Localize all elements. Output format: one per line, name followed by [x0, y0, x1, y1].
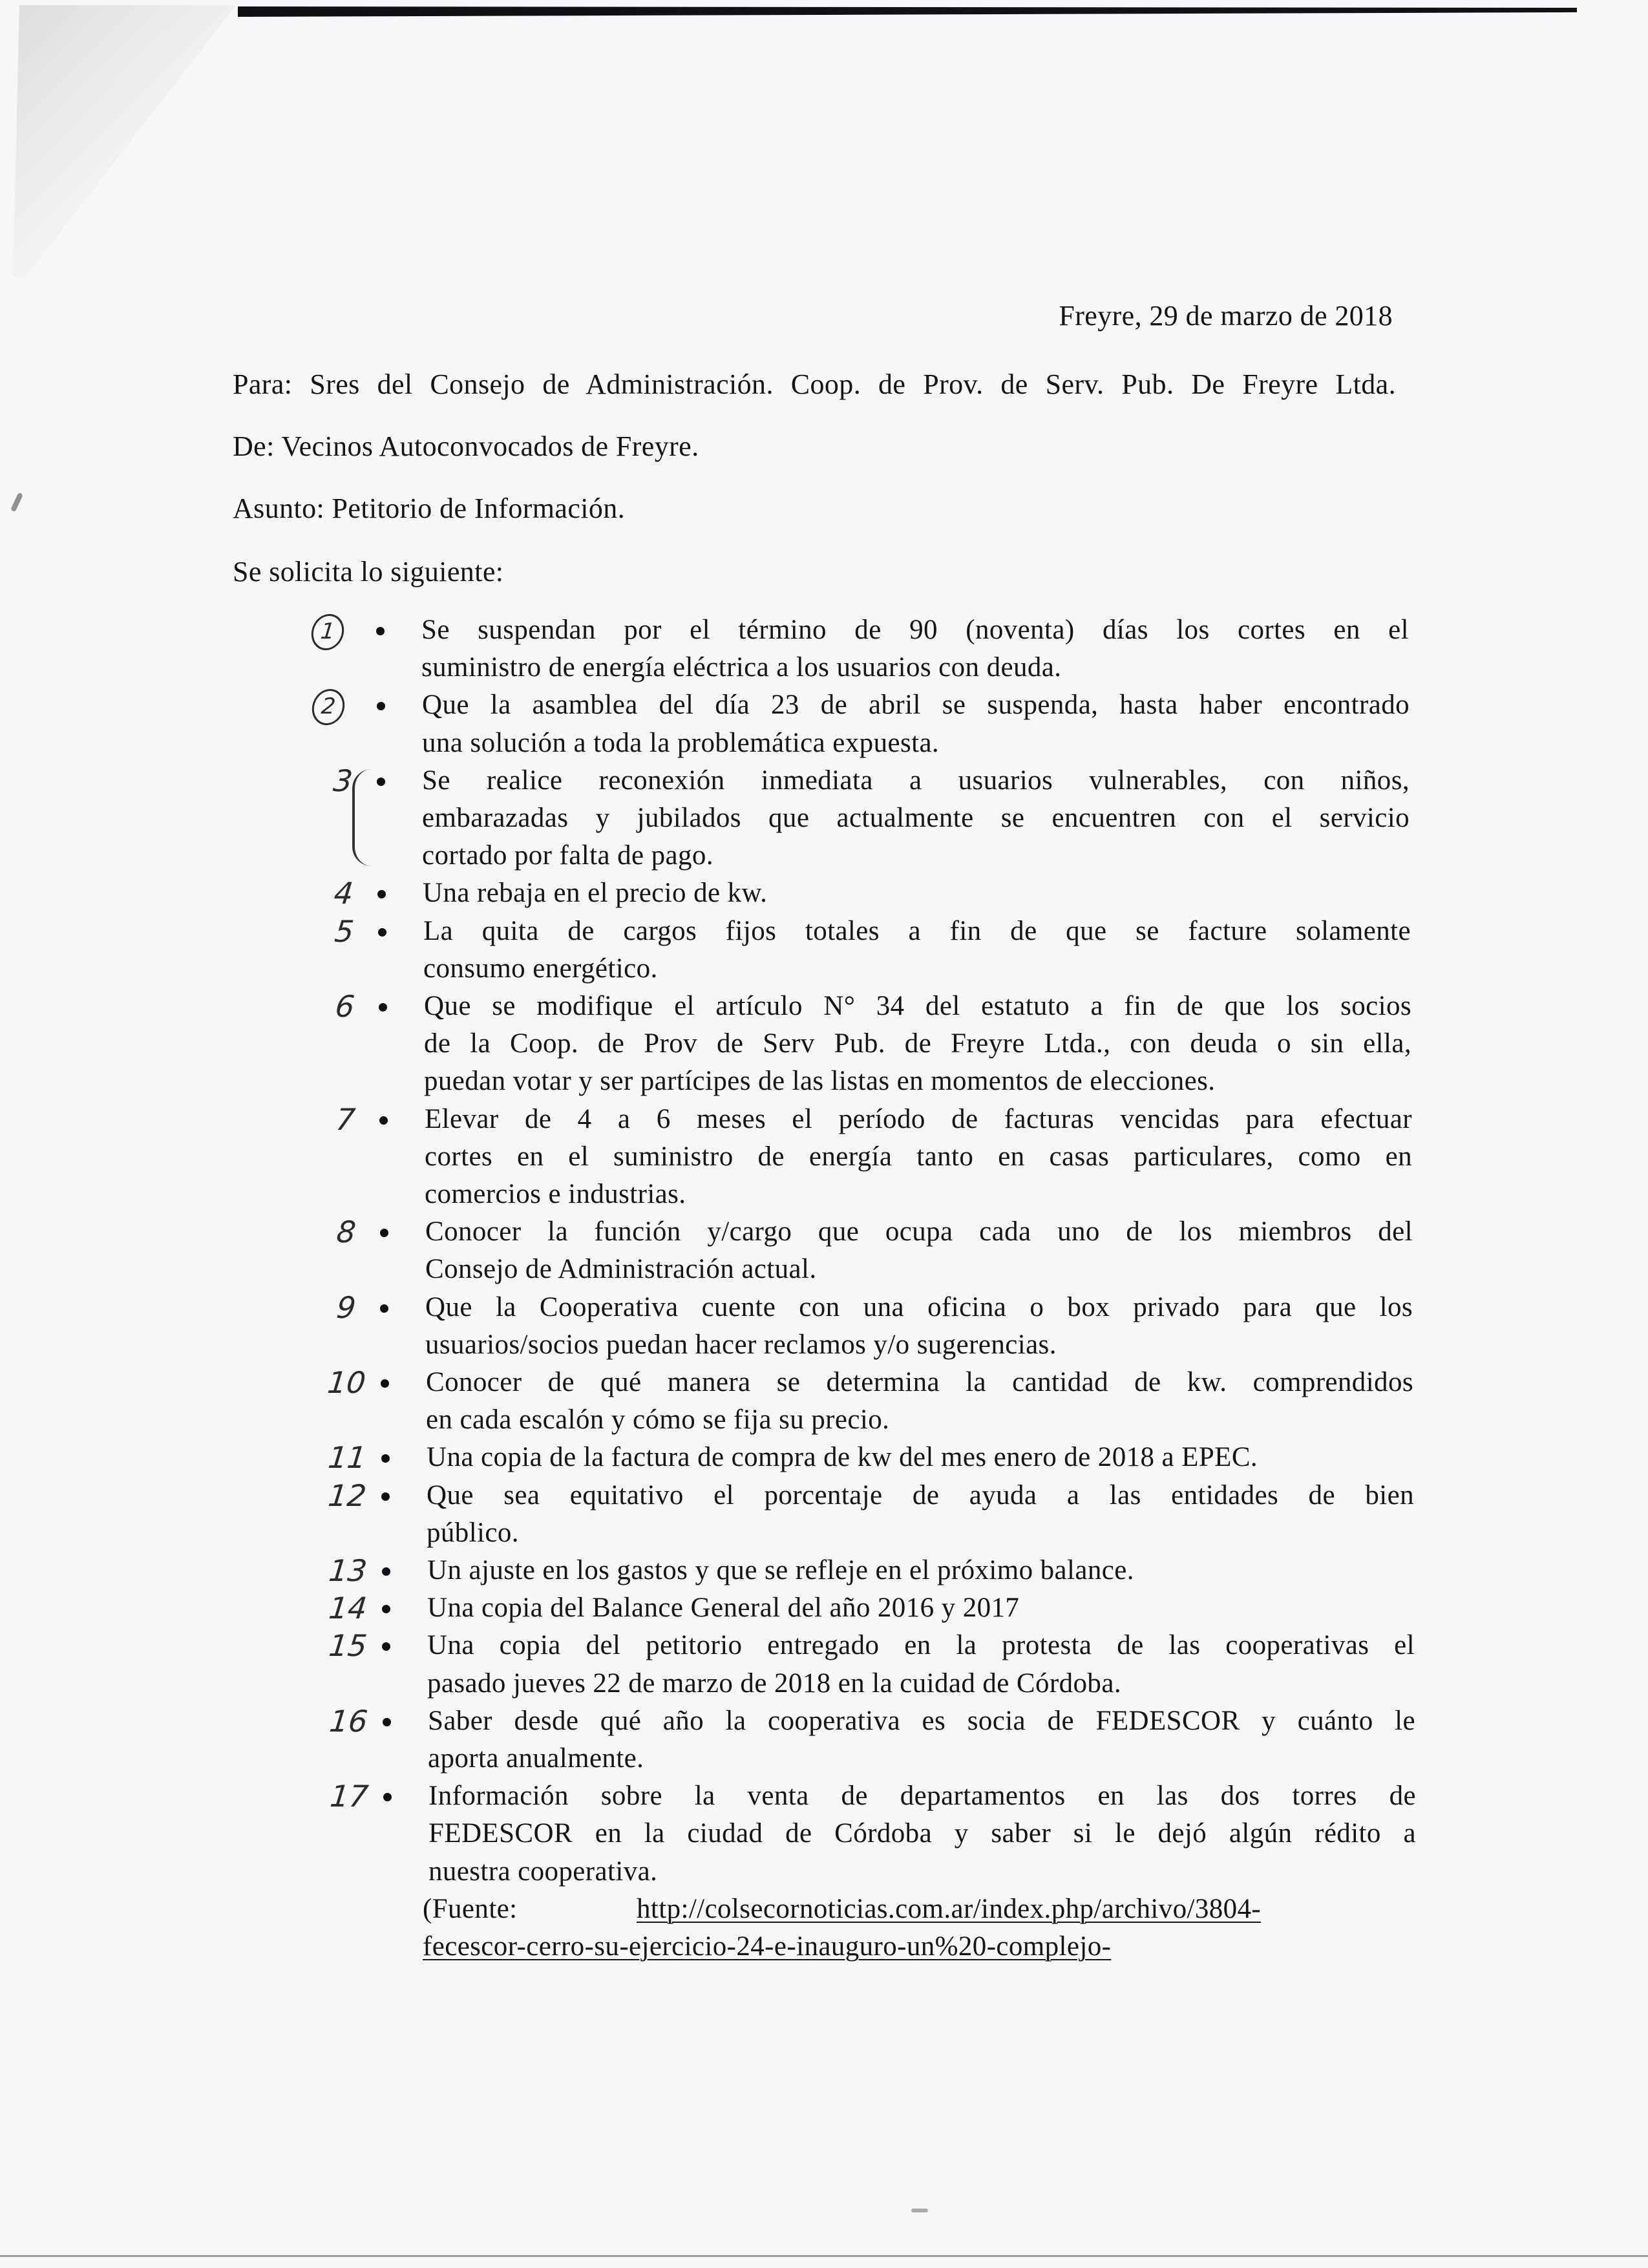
request-item-line: Una copia del petitorio entregado en la protesta de las cooperativas el	[427, 1630, 1415, 1661]
handwritten-item-number: 10	[326, 1365, 368, 1400]
letter-sender: De: Vecinos Autoconvocados de Freyre.	[233, 430, 699, 462]
request-item-line: Que la asamblea del día 23 de abril se suspenda, hasta haber encontrado	[422, 690, 1410, 721]
handwritten-item-number: 11	[326, 1440, 368, 1476]
request-item-line: Un ajuste en los gastos y que se refleje en el próximo balance.	[427, 1555, 1134, 1585]
request-item-line: Que sea equitativo el porcentaje de ayuda a las entidades de bien	[427, 1479, 1414, 1510]
request-item-line: Se realice reconexión inmediata a usuarios vulnerables, con niños,	[422, 765, 1410, 796]
bullet-icon	[381, 1454, 390, 1463]
request-item-line: Conocer la función y/cargo que ocupa cada uno de los miembros del	[425, 1216, 1413, 1247]
request-item-line: comercios e industrias.	[425, 1179, 686, 1209]
bullet-icon	[377, 702, 385, 710]
bottom-smudge-mark	[911, 2209, 928, 2212]
request-item-line: Una copia del Balance General del año 2016 y 2017	[427, 1593, 1020, 1624]
handwritten-item-number: 9	[335, 1289, 358, 1325]
handwritten-item-number: 14	[327, 1591, 369, 1626]
request-item-line: nuestra cooperativa.	[428, 1856, 658, 1887]
request-item-line: una solución a toda la problemática expuesta.	[422, 727, 940, 758]
bullet-icon	[378, 928, 386, 937]
source-url-link[interactable]: http://colsecornoticias.com.ar/index.php/archivo/3804-	[637, 1893, 1262, 1924]
bullet-icon	[383, 1718, 391, 1726]
request-item-line: Consejo de Administración actual.	[425, 1254, 817, 1285]
bullet-icon	[383, 1793, 392, 1801]
scan-corner-shadow	[0, 5, 236, 277]
scan-bottom-edge	[0, 2255, 1648, 2257]
bullet-icon	[382, 1567, 390, 1576]
letter-date: Freyre, 29 de marzo de 2018	[1059, 300, 1393, 332]
scan-top-edge-bar	[238, 6, 1577, 17]
request-item-line: puedan votar y ser partícipes de las listas en momentos de elecciones.	[424, 1066, 1216, 1097]
request-item-line: Saber desde qué año la cooperativa es socia de FEDESCOR y cuánto le	[428, 1705, 1415, 1736]
source-url-link-continued[interactable]: fecescor-cerro-su-ejercicio-24-e-inauguro-un%20-complejo-	[423, 1931, 1112, 1962]
bullet-icon	[380, 1229, 388, 1237]
bullet-icon	[380, 1304, 388, 1313]
handwritten-item-number: 4	[332, 876, 355, 911]
request-item-line: consumo energético.	[423, 953, 658, 984]
request-item-line: Se suspendan por el término de 90 (noventa) días los cortes en el	[421, 615, 1409, 645]
request-item-line: Una rebaja en el precio de kw.	[423, 878, 768, 909]
request-item-line: aporta anualmente.	[428, 1743, 644, 1774]
request-item-line: suministro de energía eléctrica a los usuarios con deuda.	[421, 652, 1062, 683]
request-item-line: público.	[427, 1517, 519, 1548]
handwritten-item-number: 3	[332, 763, 355, 798]
handwritten-bracket-mark	[352, 769, 372, 866]
bullet-icon	[377, 890, 386, 898]
letter-recipient: Para: Sres del Consejo de Administración. Coop. de Prov. de Serv. Pub. De Freyre Ltda.	[233, 368, 1396, 400]
bullet-icon	[381, 1379, 389, 1388]
handwritten-item-number: 8	[335, 1214, 358, 1250]
request-item-line: pasado jueves 22 de marzo de 2018 en la cuidad de Córdoba.	[427, 1668, 1121, 1699]
bullet-icon	[382, 1605, 390, 1613]
handwritten-item-number: 12	[326, 1478, 368, 1513]
handwritten-item-number: 7	[334, 1101, 357, 1137]
request-item-line: Que se modifique el artículo N° 34 del estatuto a fin de que los socios	[424, 991, 1411, 1021]
handwritten-item-number: 2	[310, 689, 346, 725]
request-item-line: Conocer de qué manera se determina la cantidad de kw. comprendidos	[426, 1367, 1413, 1397]
bullet-icon	[382, 1642, 390, 1651]
handwritten-item-number: 13	[327, 1553, 369, 1588]
request-item-line: FEDESCOR en la ciudad de Córdoba y saber si le dejó algún rédito a	[428, 1818, 1416, 1849]
letter-intro: Se solicita lo siguiente:	[233, 556, 504, 588]
handwritten-item-number: 16	[328, 1703, 370, 1739]
handwritten-item-number: 17	[328, 1779, 370, 1814]
handwritten-item-number: 6	[333, 989, 357, 1024]
request-item-line: usuarios/socios puedan hacer reclamos y/o sugerencias.	[425, 1329, 1057, 1360]
bullet-icon	[379, 1116, 388, 1125]
request-item-line: embarazadas y jubilados que actualmente se encuentren con el servicio	[422, 803, 1410, 833]
bullet-icon	[381, 1492, 390, 1501]
request-item-line: cortes en el suministro de energía tanto en casas particulares, como en	[425, 1141, 1412, 1172]
handwritten-item-number: 15	[327, 1628, 369, 1664]
bullet-icon	[377, 778, 385, 786]
source-label: (Fuente:	[423, 1893, 518, 1924]
request-item-line: Elevar de 4 a 6 meses el período de facturas vencidas para efectuar	[425, 1103, 1412, 1134]
request-item-line: cortado por falta de pago.	[422, 840, 713, 871]
bullet-icon	[376, 627, 385, 635]
request-item-line: de la Coop. de Prov de Serv Pub. de Freyre Ltda., con deuda o sin ella,	[424, 1028, 1411, 1059]
stray-pen-mark	[10, 493, 23, 513]
request-item-line: La quita de cargos fijos totales a fin de que se facture solamente	[423, 915, 1411, 946]
request-item-line: en cada escalón y cómo se fija su precio.	[426, 1404, 890, 1436]
handwritten-item-number: 1	[310, 614, 346, 650]
bullet-icon	[379, 1003, 387, 1012]
letter-subject: Asunto: Petitorio de Información.	[233, 493, 626, 524]
request-item-line: Información sobre la venta de departamentos en las dos torres de	[428, 1781, 1416, 1812]
handwritten-item-number: 5	[333, 913, 356, 949]
request-item-line: Que la Cooperativa cuente con una oficina o box privado para que los	[425, 1291, 1413, 1322]
request-item-line: Una copia de la factura de compra de kw del mes enero de 2018 a EPEC.	[427, 1442, 1258, 1473]
